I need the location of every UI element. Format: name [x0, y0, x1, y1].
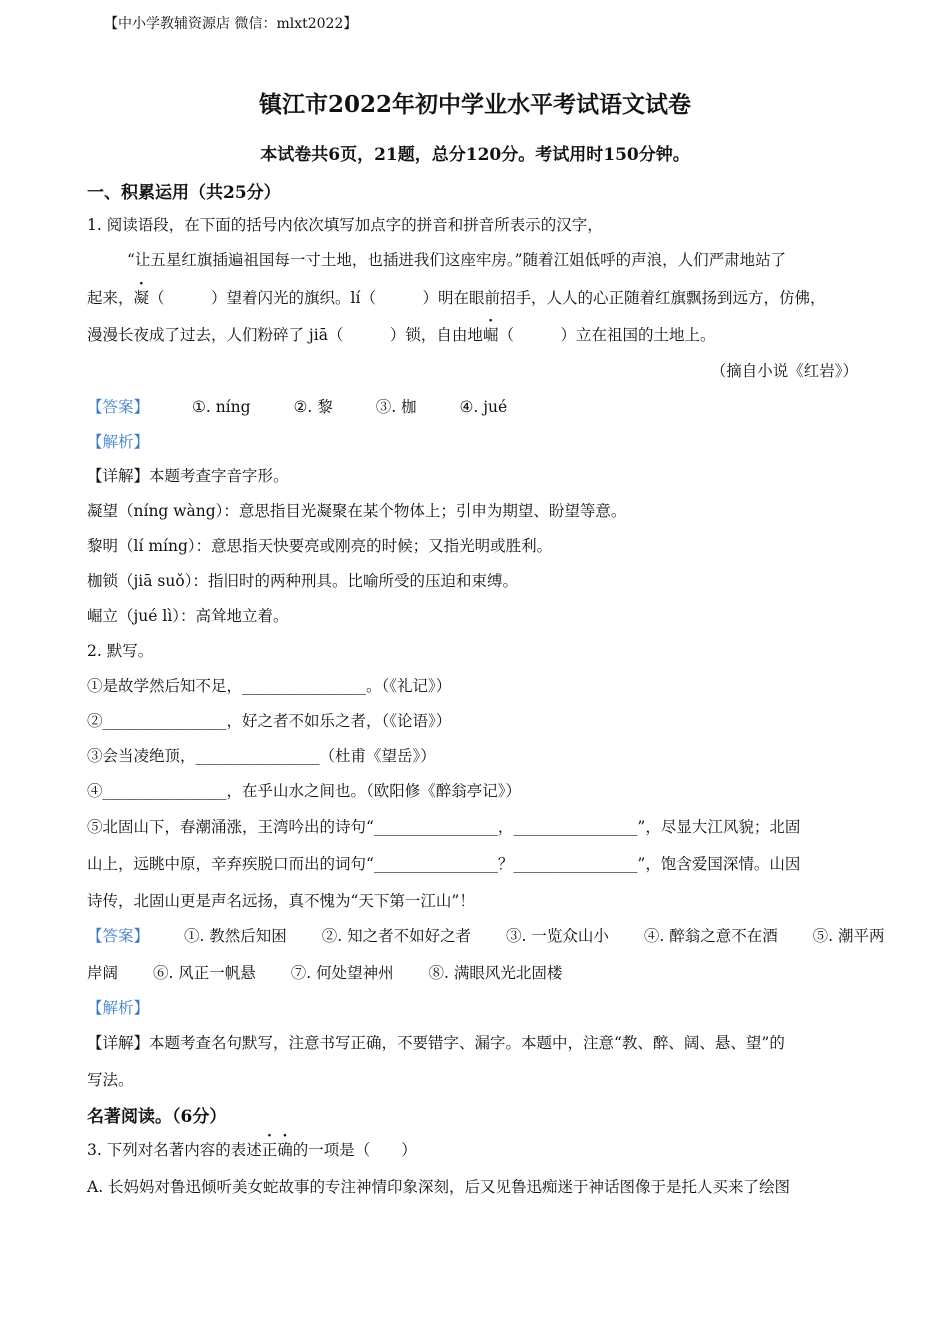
analysis-label: 【解析】: [87, 433, 150, 451]
q2-answer-row-2: [87, 961, 592, 983]
q1-passage-text: 漫漫长夜成了过去，人们粉碎了 jiā（ ）锁，自由地: [87, 326, 483, 344]
q2-detail: 【详解】本题考查名句默写，注意书写正确，不要错字、漏字。本题中，注意“教、醉、阔、悬、望”的: [87, 1034, 785, 1052]
q2-item: ④________________，在乎山水之间也。（欧阳修《醉翁亭记》）: [87, 782, 522, 800]
answer-label: 【答案】: [87, 398, 150, 416]
q2-stem: 2. 默写。: [87, 642, 154, 660]
answer-label: 【答案】: [87, 927, 150, 945]
exam-info: 本试卷共6页，21题，总分120分。考试用时150分钟。: [260, 145, 690, 165]
q1-stem: 1. 阅读语段，在下面的括号内依次填写加点字的拼音和拼音所表示的汉字，: [87, 216, 603, 234]
answer-item: ②. 黎: [293, 398, 333, 416]
answer-item: ⑥. 风正一帆悬: [152, 964, 256, 982]
answer-item: ④. 醉翁之意不在酒: [643, 927, 778, 945]
q2-item: ⑤北固山下，春潮涌涨，王湾吟出的诗句“________________，________________”，尽显大江风貌；北固: [87, 818, 801, 836]
q1-passage-text: （ ）立在祖国的土地上。: [498, 326, 716, 344]
q2-item: ③会当凌绝顶，________________（杜甫《望岳》）: [87, 747, 436, 765]
q2-item: ②________________，好之者不如乐之者，（《论语》）: [87, 712, 452, 730]
section-heading-1: 一、积累运用（共25分）: [87, 183, 281, 203]
q1-passage-line-3: [87, 323, 715, 345]
header-watermark: 【中小学教辅资源店 微信：mlxt2022】: [104, 16, 358, 32]
answer-item: ④. jué: [459, 398, 508, 416]
dotted-char: 正: [261, 1141, 278, 1159]
answer-item: ③. 枷: [375, 398, 417, 416]
dotted-char: 确: [277, 1141, 293, 1159]
answer-item: ①. 教然后知困: [183, 927, 287, 945]
q1-note: 枷锁（jiā suǒ）：指旧时的两种刑具。比喻所受的压迫和束缚。: [87, 572, 518, 590]
answer-item: ①. níng: [191, 398, 251, 416]
q2-answer-row-1: [87, 924, 885, 946]
q3-stem-text: 3. 下列对名著内容的表述: [87, 1141, 262, 1159]
q1-answer-row: [87, 395, 545, 417]
q3-option-a: A. 长妈妈对鲁迅倾听美女蛇故事的专注神情印象深刻，后又见鲁迅痴迷于神话图像于是托人买来了绘图: [87, 1178, 791, 1196]
q1-note: 凝望（níng wàng）：意思指目光凝聚在某个物体上；引申为期望、盼望等意。: [87, 502, 627, 520]
q1-passage-line-1: “让五星红旗插遍祖国每一寸土地，也插进我们这座牢房。”随着江姐低呼的声浪，人们严肃地站了: [127, 251, 787, 269]
q1-note: 黎明（lí míng）：意思指天快要亮或刚亮的时候；又指光明或胜利。: [87, 537, 553, 555]
q1-source: （摘自小说《红岩》）: [710, 362, 858, 380]
q1-detail: 【详解】本题考查字音字形。: [87, 467, 289, 485]
q3-stem-text: 的一项是（ ）: [292, 1141, 417, 1159]
q1-note: 崛立（jué lì）：高耸地立着。: [87, 607, 289, 625]
q1-passage-text: （ ）望着闪光的旗织。lí（ ）明在眼前招手，人人的心正随着红旗飘扬到远方，仿佛，: [149, 289, 826, 307]
answer-item: ⑧. 满眼风光北固楼: [428, 964, 563, 982]
answer-item: ②. 知之者不如好之者: [321, 927, 472, 945]
q2-item: 山上，远眺中原，辛弃疾脱口而出的词句“________________？________________”，饱含爱国深情。山因: [87, 855, 801, 873]
section-heading-2: 名著阅读。（6分）: [87, 1107, 227, 1127]
q2-item: ①是故学然后知不足，________________。（《礼记》）: [87, 677, 452, 695]
q2-item: 诗传，北固山更是声名远扬，真不愧为“天下第一江山”！: [87, 892, 475, 910]
q1-passage-text: 起来，: [87, 289, 134, 307]
q1-passage-line-2: [87, 286, 825, 308]
answer-item: ③. 一览众山小: [506, 927, 609, 945]
answer-item: ⑤. 潮平两: [812, 927, 885, 945]
analysis-label: 【解析】: [87, 999, 150, 1017]
answer-item: ⑦. 何处望神州: [290, 964, 394, 982]
answer-item: 岸阔: [87, 964, 119, 982]
page-title: 镇江市2022年初中学业水平考试语文试卷: [258, 91, 691, 118]
q2-detail: 写法。: [87, 1071, 134, 1089]
dotted-char: 崛: [482, 326, 499, 344]
dotted-char: 凝: [133, 289, 150, 307]
q3-stem: [87, 1138, 417, 1160]
